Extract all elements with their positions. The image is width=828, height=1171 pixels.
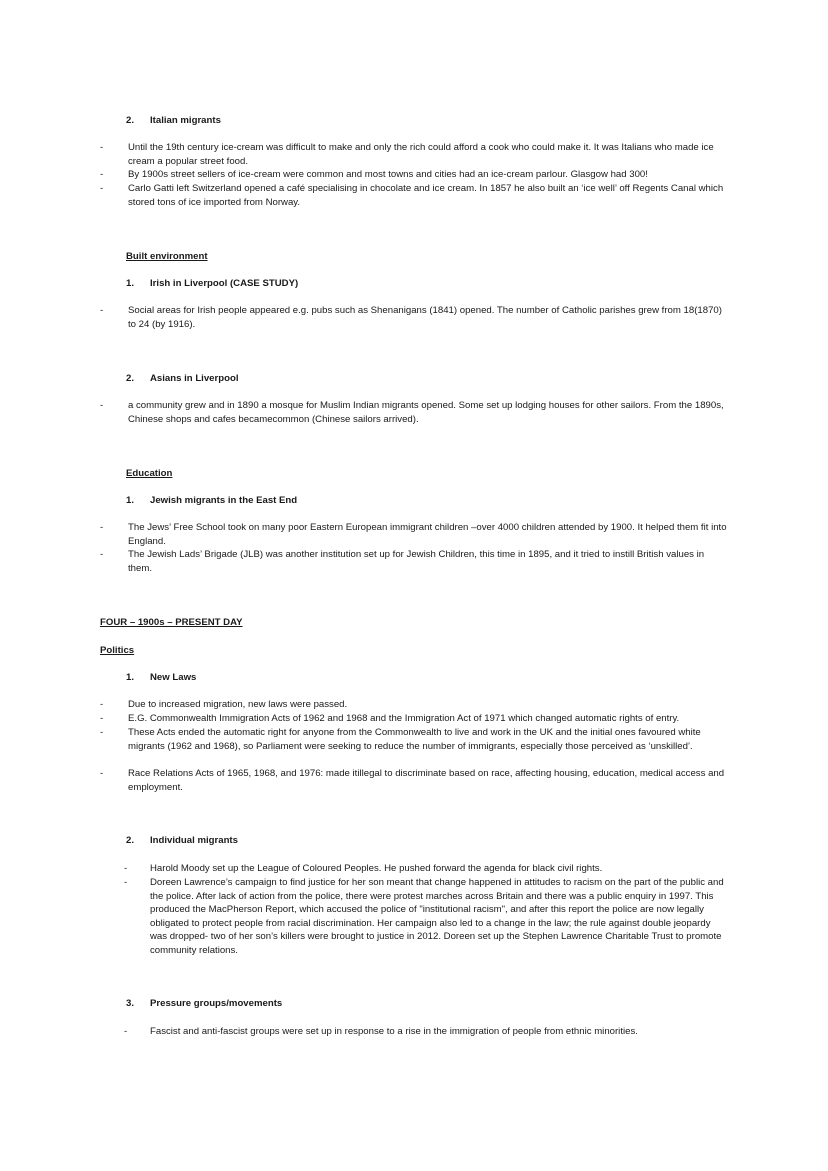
- dash-marker: -: [100, 169, 104, 180]
- heading-individual-migrants: [126, 834, 238, 848]
- bullet-text: The Jews’ Free School took on many poor Eastern European immigrant children –over 4000 children attended by 1900. It helped them fit into England.: [128, 522, 727, 547]
- section-politics: Politics: [100, 645, 135, 656]
- bullet-text: Race Relations Acts of 1965, 1968, and 1976: made itillegal to discriminate based on race, affecting housing, education, medical access and employment.: [128, 768, 725, 793]
- heading-number: 2.: [126, 373, 135, 384]
- dash-marker: -: [124, 863, 128, 874]
- heading-italian-migrants: [126, 114, 221, 128]
- dash-marker: -: [100, 727, 104, 738]
- heading-jewish-migrants: [126, 494, 297, 508]
- heading-number: 3.: [126, 998, 135, 1009]
- heading-number: 1.: [126, 495, 135, 506]
- bullet-text: Social areas for Irish people appeared e.g. pubs such as Shenanigans (1841) opened. The number of Catholic parishes grew from 18(1870) to 24 (by 1916).: [128, 305, 722, 330]
- heading-title: Jewish migrants in the East End: [150, 495, 298, 506]
- bullet-text: Harold Moody set up the League of Coloured Peoples. He pushed forward the agenda for black civil rights.: [150, 863, 603, 874]
- heading-pressure-groups: [126, 997, 282, 1011]
- dash-marker: -: [100, 183, 104, 194]
- heading-title: Individual migrants: [150, 835, 238, 846]
- heading-title: Asians in Liverpool: [150, 373, 239, 384]
- dash-marker: -: [124, 1026, 128, 1037]
- heading-number: 2.: [126, 115, 135, 126]
- bullet-text: Until the 19th century ice-cream was difficult to make and only the rich could afford a cook who could make it. It was Italians who made ice cream a popular street food.: [128, 142, 714, 167]
- dash-marker: -: [100, 713, 104, 724]
- dash-marker: -: [100, 305, 104, 316]
- heading-title: New Laws: [150, 672, 197, 683]
- dash-marker: -: [100, 400, 104, 411]
- dash-marker: -: [100, 768, 104, 779]
- bullet-text: The Jewish Lads’ Brigade (JLB) was another institution set up for Jewish Children, this time in 1895, and it tried to instill British values in them.: [128, 549, 705, 574]
- dash-marker: -: [100, 522, 104, 533]
- section-education: Education: [126, 468, 173, 479]
- bullet-text: E.G. Commonwealth Immigration Acts of 1962 and 1968 and the Immigration Act of 1971 which changed automatic rights of entry.: [128, 713, 680, 724]
- heading-title: Irish in Liverpool (CASE STUDY): [150, 278, 299, 289]
- bullet-text: Fascist and anti-fascist groups were set up in response to a rise in the immigration of people from ethnic minorities.: [150, 1026, 638, 1037]
- heading-number: 1.: [126, 278, 135, 289]
- heading-new-laws: [126, 671, 196, 685]
- bullet-text: Carlo Gatti left Switzerland opened a café specialising in chocolate and ice cream. In 1857 he also built an ‘ice well’ off Regents Canal which stored tons of ice imported from Norway.: [128, 183, 724, 208]
- bullet-text: Due to increased migration, new laws were passed.: [128, 699, 348, 710]
- heading-title: Pressure groups/movements: [150, 998, 283, 1009]
- dash-marker: -: [100, 699, 104, 710]
- bullet-text: These Acts ended the automatic right for anyone from the Commonwealth to live and work in the UK and the initial ones favoured white migrants (1962 and 1968), so Parliament were seeking to reduce the number of immigrants, especially those perceived as ‘unskilled’.: [128, 727, 701, 752]
- dash-marker: -: [100, 549, 104, 560]
- heading-number: 2.: [126, 835, 135, 846]
- heading-title: Italian migrants: [150, 115, 221, 126]
- dash-marker: -: [100, 142, 104, 153]
- bullet-text: a community grew and in 1890 a mosque for Muslim Indian migrants opened. Some set up lodging houses for other sailors. From the 1890s, Chinese shops and cafes becamecommon (Chinese sailors arrived).: [128, 400, 724, 425]
- bullet-text: By 1900s street sellers of ice-cream were common and most towns and cities had an ice-cream parlour. Glasgow had 300!: [128, 169, 648, 180]
- section-four-present-day: FOUR – 1900s – PRESENT DAY: [100, 617, 243, 628]
- heading-asians-in-liverpool: [126, 372, 239, 386]
- section-built-environment: Built environment: [126, 251, 208, 262]
- dash-marker: -: [124, 877, 128, 888]
- heading-irish-in-liverpool: [126, 277, 298, 291]
- bullet-text: Doreen Lawrence’s campaign to find justice for her son meant that change happened in attitudes to racism on the part of the public and the police. After lack of action from the police, there were protest marches across Britain and there was a public enquiry in 1997. This produced the MacPherson Report, which accused the police of "institutional racism", and after this report the police are now legally obligated to protect people from racial discrimination. Her campaign also led to a change in the law; the rule against double jeopardy was dropped- two of her son’s killers were brought to justice in 2012. Doreen set up the Stephen Lawrence Charitable Trust to promote community relations.: [150, 877, 724, 956]
- heading-number: 1.: [126, 672, 135, 683]
